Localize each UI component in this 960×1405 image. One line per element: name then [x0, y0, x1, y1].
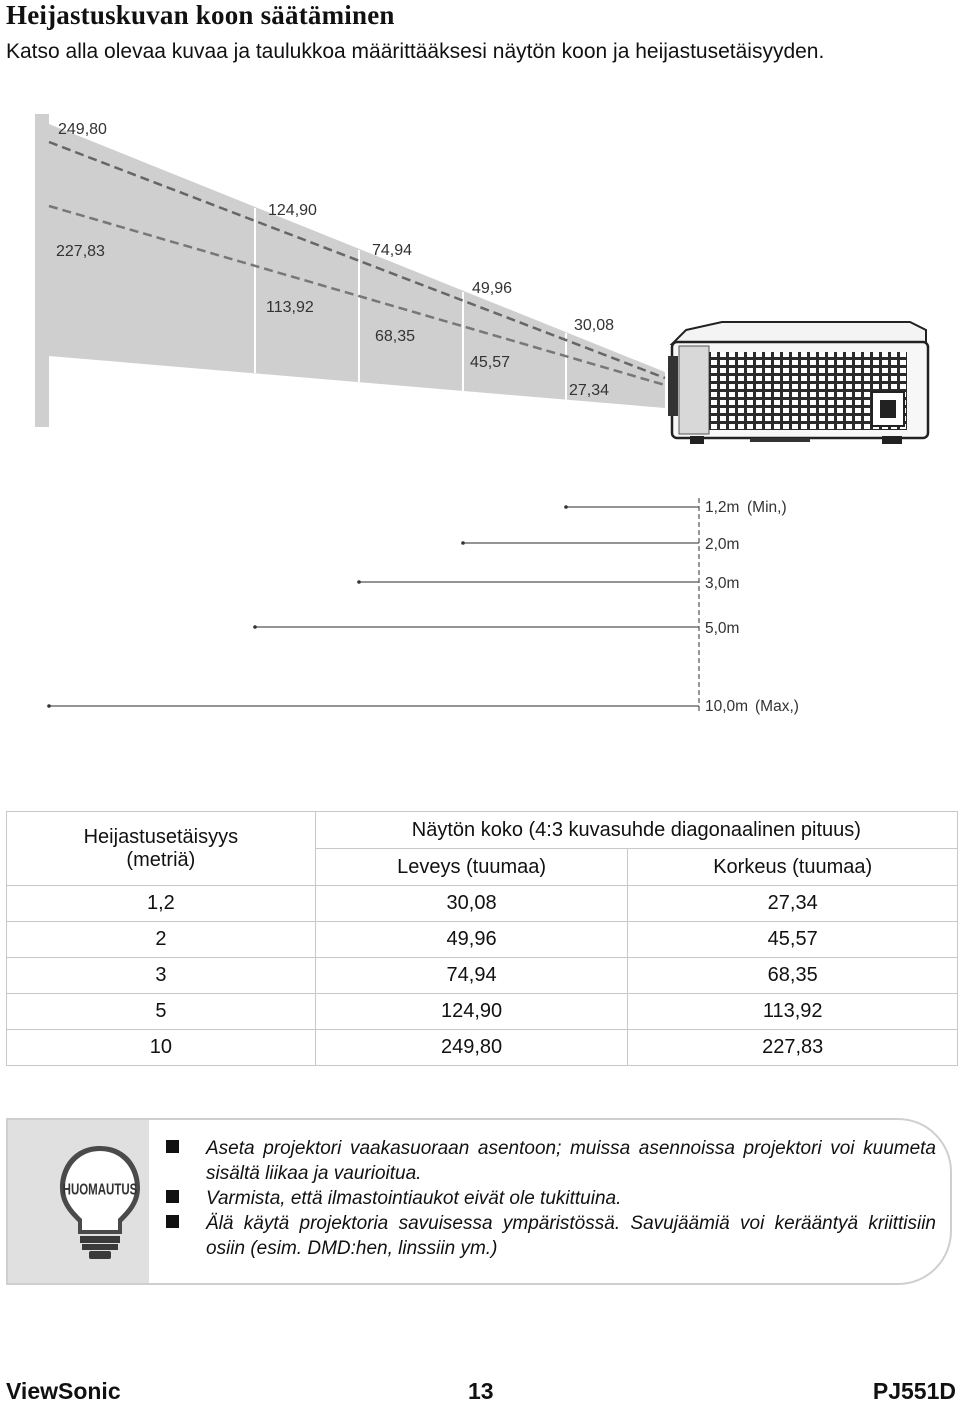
- width-label-3m: 74,94: [372, 242, 413, 259]
- distance-cell: 3: [7, 958, 316, 994]
- note-text: Varmista, että ilmastointiaukot eivät ole tukittuina.: [206, 1188, 622, 1209]
- height-label-10m: 227,83: [56, 243, 105, 260]
- width-cell: 124,90: [315, 994, 628, 1030]
- width-cell: 49,96: [315, 922, 628, 958]
- table-row: [7, 994, 958, 1030]
- height-label-1-2m: 27,34: [569, 382, 610, 399]
- distance-header-line1: Heijastusetäisyys: [83, 825, 239, 848]
- footer-model: PJ551D: [872, 1378, 956, 1404]
- width-header: Leveys (tuumaa): [315, 849, 628, 886]
- list-item: [166, 1211, 936, 1261]
- height-cell: 45,57: [628, 922, 958, 958]
- distance-min-label: (Min,): [747, 499, 787, 516]
- distance-cell: 5: [7, 994, 316, 1030]
- width-cell: 74,94: [315, 958, 628, 994]
- width-label-5m: 124,90: [268, 202, 317, 219]
- height-cell: 27,34: [628, 886, 958, 922]
- note-text: Älä käytä projektoria savuisessa ympäristössä. Savujäämiä voi kerääntyä kriittisiin osiin (esim. DMD:hen, linssiin ym.): [206, 1213, 936, 1259]
- bullet-square-icon: [166, 1215, 179, 1228]
- distance-cell: 2: [7, 922, 316, 958]
- note-list: [166, 1136, 936, 1261]
- screen-size-table: [6, 811, 958, 1066]
- footer-page-number: 13: [468, 1378, 494, 1404]
- width-cell: 30,08: [315, 886, 628, 922]
- note-badge: HUOMAUTUS: [62, 1180, 138, 1198]
- list-item: [166, 1136, 936, 1186]
- width-label-10m: 249,80: [58, 121, 107, 138]
- screen-wall: [35, 114, 49, 427]
- bullet-square-icon: [166, 1190, 179, 1203]
- height-label-5m: 113,92: [266, 299, 314, 316]
- bullet-square-icon: [166, 1140, 179, 1153]
- height-label-3m: 68,35: [375, 328, 416, 345]
- list-item: [166, 1186, 936, 1211]
- height-label-2m: 45,57: [470, 354, 511, 371]
- distance-label-5m: 5,0m: [705, 620, 740, 637]
- distance-label-1-2m: 1,2m: [705, 499, 740, 516]
- note-sidebar: [8, 1120, 149, 1283]
- projection-beam: [49, 124, 665, 408]
- page-subtitle: Katso alla olevaa kuvaa ja taulukkoa määrittääksesi näytön koon ja heijastusetäisyyden.: [6, 40, 825, 63]
- table-row: [7, 886, 958, 922]
- table-row: [7, 958, 958, 994]
- distance-cell: 1,2: [7, 886, 316, 922]
- footer-brand: ViewSonic: [6, 1378, 121, 1404]
- width-label-2m: 49,96: [472, 280, 513, 297]
- width-cell: 249,80: [315, 1030, 628, 1066]
- distance-cell: 10: [7, 1030, 316, 1066]
- page-title: Heijastuskuvan koon säätäminen: [6, 0, 395, 30]
- height-header: Korkeus (tuumaa): [628, 849, 958, 886]
- table-row: [7, 1030, 958, 1066]
- distance-label-2m: 2,0m: [705, 536, 740, 553]
- note-box: [6, 1118, 952, 1285]
- projector-image: [668, 322, 928, 444]
- distance-label-10m: 10,0m: [705, 698, 749, 715]
- distance-header: [7, 812, 316, 886]
- screen-size-header: Näytön koko (4:3 kuvasuhde diagonaalinen pituus): [315, 812, 957, 849]
- height-cell: 68,35: [628, 958, 958, 994]
- distance-header-line2: (metriä): [126, 848, 196, 871]
- height-cell: 113,92: [628, 994, 958, 1030]
- distance-label-3m: 3,0m: [705, 575, 740, 592]
- height-cell: 227,83: [628, 1030, 958, 1066]
- lightbulb-icon: [54, 1142, 146, 1260]
- note-text: Aseta projektori vaakasuoraan asentoon; muissa asennoissa projektori voi kuumeta sisältä liikaa ja vaurioitua.: [206, 1138, 936, 1184]
- width-label-1-2m: 30,08: [574, 317, 615, 334]
- distance-max-label: (Max,): [755, 698, 799, 715]
- table-row: [7, 922, 958, 958]
